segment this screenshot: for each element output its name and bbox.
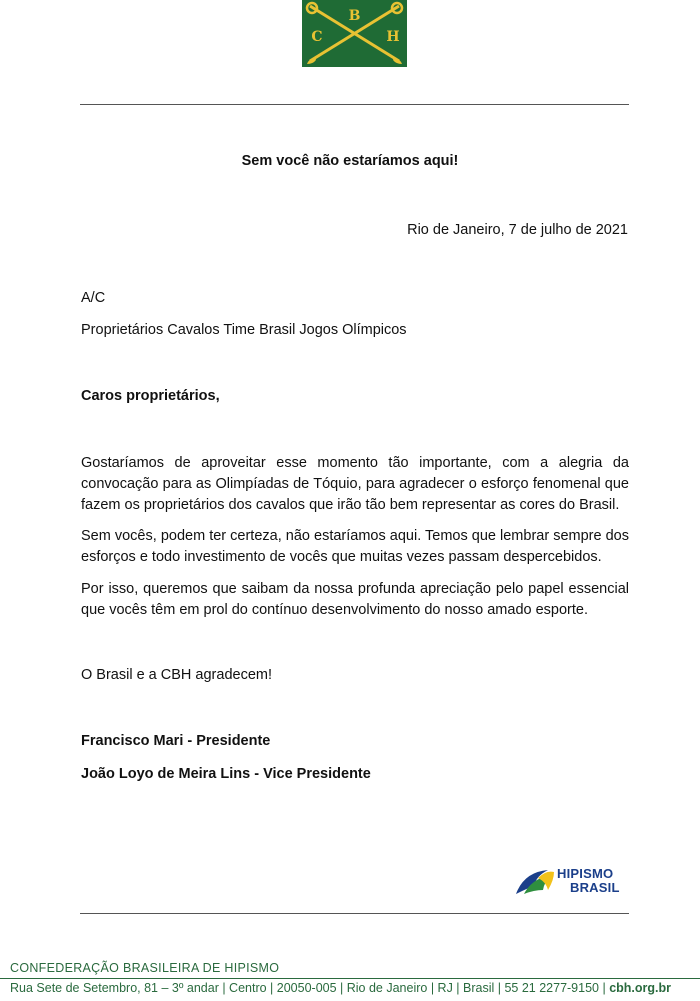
closing-line: O Brasil e a CBH agradecem! (81, 667, 272, 683)
recipient-line: Proprietários Cavalos Time Brasil Jogos Olímpicos (81, 322, 407, 338)
letter-date: Rio de Janeiro, 7 de julho de 2021 (407, 222, 628, 238)
body-paragraph: Por isso, queremos que saibam da nossa profunda apreciação pelo papel essencial que vocês têm em prol do contínuo desenvolvimento do nosso amado esporte. (81, 581, 629, 618)
cbh-logo (302, 0, 407, 67)
body-paragraph: Gostaríamos de aproveitar esse momento tão importante, com a alegria da convocação para as Olimpíadas de Tóquio, para agradecer o esforço fenomenal que fazem os proprietários dos cavalos que irão tão bem representar as cores do Brasil. (81, 455, 629, 513)
footer-divider (80, 913, 629, 914)
footer-rule (0, 978, 700, 979)
footer-organization: CONFEDERAÇÃO BRASILEIRA DE HIPISMO (10, 961, 280, 975)
footer-website-link[interactable]: cbh.org.br (609, 981, 671, 995)
hipismo-brasil-wordmark (557, 867, 620, 895)
body-paragraph: Sem vocês, podem ter certeza, não estaríamos aqui. Temos que lembrar sempre dos esforços e todo investimento de vocês que muitas vezes passam despercebidos. (81, 528, 629, 565)
salutation: Caros proprietários, (81, 388, 220, 404)
attn-line: A/C (81, 290, 106, 306)
signature-president: Francisco Mari - Presidente (81, 733, 271, 749)
footer-address (10, 981, 671, 995)
brand-line-2: BRASIL (570, 880, 620, 895)
logo-letter-b: B (348, 8, 361, 24)
letter-title: Sem você não estaríamos aqui! (241, 153, 459, 169)
signature-vice-president: João Loyo de Meira Lins - Vice Presidente (81, 766, 371, 782)
brand-line-1: HIPISMO (557, 866, 614, 881)
footer-address-text: Rua Sete de Setembro, 81 – 3º andar | Centro | 20050-005 | Rio de Janeiro | RJ | Brasil | 55 21 2277-9150 | (10, 981, 610, 995)
logo-letter-h: H (386, 29, 400, 45)
logo-letter-c: C (311, 29, 323, 45)
header-divider (80, 104, 629, 105)
cbh-crossed-whips-icon (302, 0, 407, 67)
